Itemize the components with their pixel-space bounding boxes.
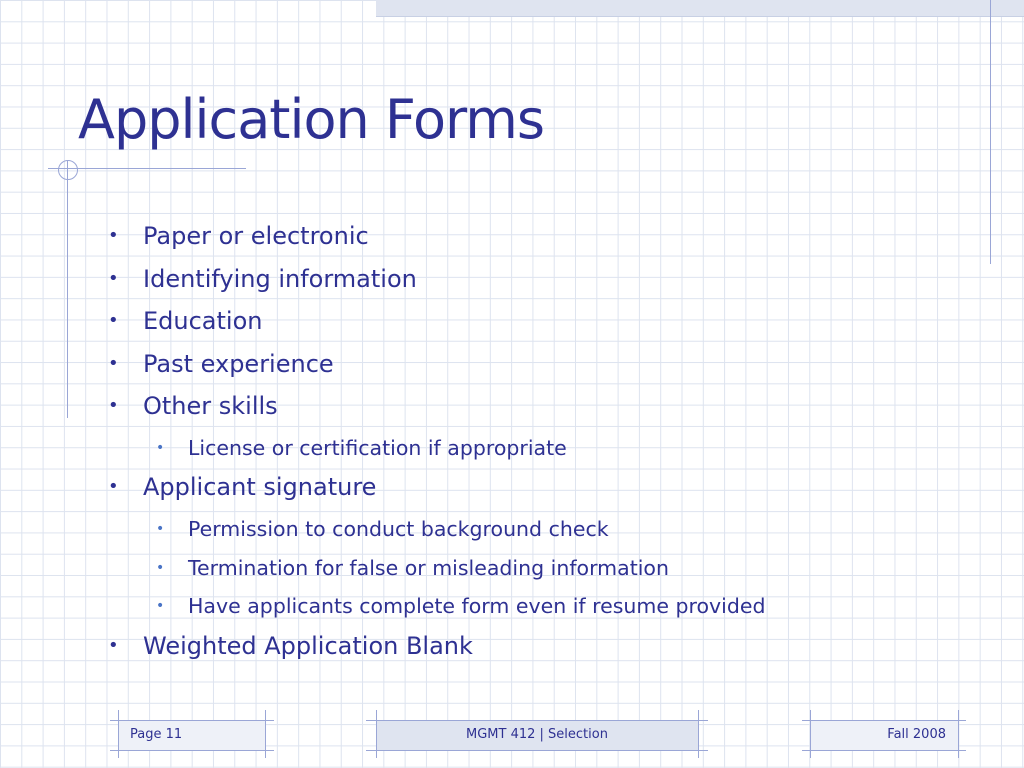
bullet-item: • Other skills (100, 386, 766, 429)
top-decorative-band (376, 0, 1024, 17)
right-decorative-line (990, 0, 991, 264)
footer-term-right-rule (958, 710, 959, 758)
sub-bullet-item: • License or certification if appropriate (100, 429, 766, 468)
footer-page-number: Page 11 (130, 726, 183, 742)
footer-page-right-rule (265, 710, 266, 758)
footer-term: Fall 2008 (887, 726, 946, 742)
bullet-item: • Applicant signature (100, 467, 766, 510)
bullet-item: • Paper or electronic (100, 216, 766, 259)
bullet-item: • Identifying information (100, 259, 766, 302)
sub-bullet-item: • Permission to conduct background check (100, 510, 766, 549)
footer-page-left-rule (118, 710, 119, 758)
title-underline (48, 168, 246, 169)
left-decorative-line (67, 160, 68, 418)
bullet-item: • Past experience (100, 344, 766, 387)
bullet-item: • Weighted Application Blank (100, 626, 766, 669)
bullet-item: • Education (100, 301, 766, 344)
title-ornament (58, 160, 78, 180)
slide-title: Application Forms (78, 88, 545, 151)
sub-bullet-item: • Have applicants complete form even if resume provided (100, 587, 766, 626)
footer-course-right-rule (698, 710, 699, 758)
sub-bullet-item: • Termination for false or misleading information (100, 549, 766, 588)
footer-course: MGMT 412 | Selection (466, 726, 608, 742)
bullet-list (100, 216, 766, 668)
